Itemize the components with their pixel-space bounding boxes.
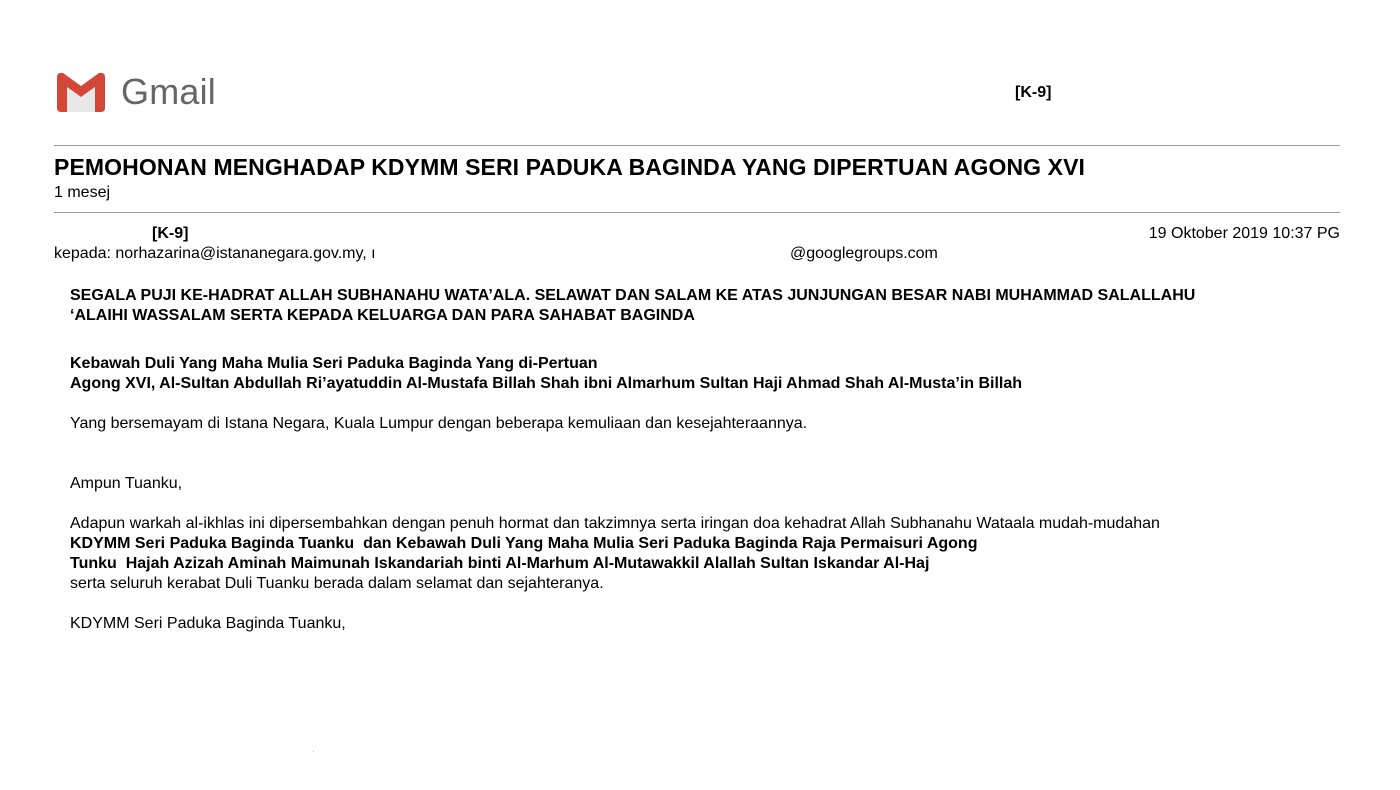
gmail-wordmark: Gmail: [121, 71, 217, 112]
residence-line: Yang bersemayam di Istana Negara, Kuala Lumpur dengan beberapa kemuliaan dan kesejahteraannya.: [70, 415, 808, 432]
opening-line-2: ‘ALAIHI WASSALAM SERTA KEPADA KELUARGA DAN PARA SAHABAT BAGINDA: [70, 307, 695, 324]
scan-artifact: [313, 751, 314, 752]
paragraph-line-4: serta seluruh kerabat Duli Tuanku berada dalam selamat dan sejahteranya.: [70, 575, 604, 592]
gmail-logo: [54, 70, 216, 114]
recipient-domain: @googlegroups.com: [790, 245, 938, 262]
email-body: [70, 286, 1330, 634]
message-count: 1 mesej: [54, 184, 111, 201]
message-date: 19 Oktober 2019 10:37 PG: [1148, 225, 1340, 242]
opening-line-1: SEGALA PUJI KE-HADRAT ALLAH SUBHANAHU WATA’ALA. SELAWAT DAN SALAM KE ATAS JUNJUNGAN BESAR NABI MUHAMMAD SALALLAHU: [70, 287, 1196, 304]
paragraph-line-2: KDYMM Seri Paduka Baginda Tuanku dan Kebawah Duli Yang Maha Mulia Seri Paduka Baginda Raja Permaisuri Agong: [70, 535, 978, 552]
recipient-line: kepada: norhazarina@istananegara.gov.my, ı: [54, 245, 376, 262]
gmail-envelope-icon: [54, 72, 108, 112]
redaction-tag: [K-9]: [1015, 84, 1052, 101]
divider: [54, 212, 1340, 213]
address-line-1: Kebawah Duli Yang Maha Mulia Seri Paduka Baginda Yang di-Pertuan: [70, 355, 598, 372]
email-subject: PEMOHONAN MENGHADAP KDYMM SERI PADUKA BAGINDA YANG DIPERTUAN AGONG XVI: [54, 154, 1086, 180]
salutation: Ampun Tuanku,: [70, 475, 183, 492]
paragraph-line-1: Adapun warkah al-ikhlas ini dipersembahkan dengan penuh hormat dan takzimnya serta iringan doa kehadrat Allah Subhanahu Wataala mudah-mudahan: [70, 515, 1160, 532]
paragraph-line-3: Tunku Hajah Azizah Aminah Maimunah Iskandariah binti Al-Marhum Al-Mutawakkil Alallah Sultan Iskandar Al-Haj: [70, 555, 930, 572]
address-line-2: Agong XVI, Al-Sultan Abdullah Ri’ayatuddin Al-Mustafa Billah Shah ibni Almarhum Sultan Haji Ahmad Shah Al-Musta’in Billah: [70, 375, 1023, 392]
address-line-3: KDYMM Seri Paduka Baginda Tuanku,: [70, 615, 346, 632]
divider: [54, 145, 1340, 146]
sender-name: [K-9]: [152, 225, 189, 242]
